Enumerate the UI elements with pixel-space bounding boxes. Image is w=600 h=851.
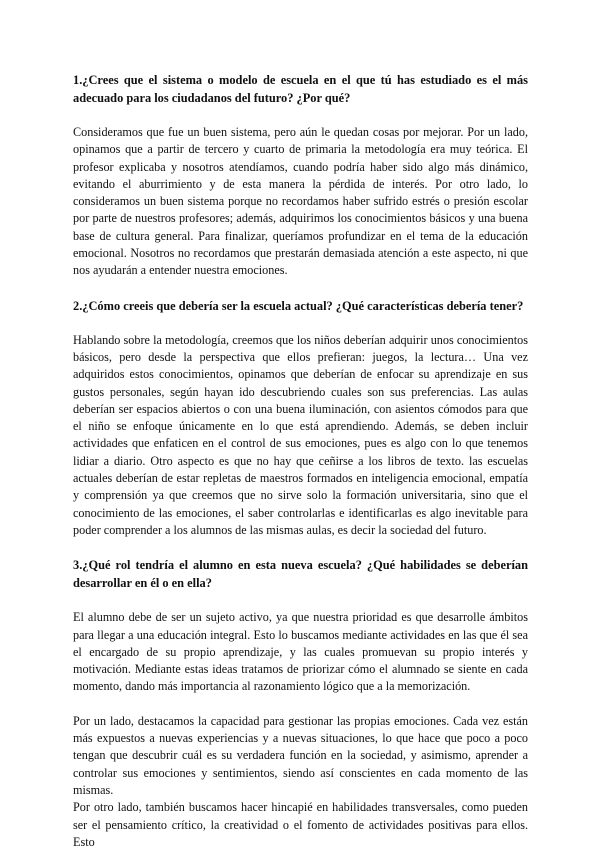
answer-1-paragraph: Consideramos que fue un buen sistema, pero aún le quedan cosas por mejorar. Por un lado, opinamos que a partir de tercero y cuarto de primaria la metodología era muy teórica. El profesor explicaba y nosotros atendíamos, cuando podría haber sido algo más dinámico, evitando el aburrimiento y de esta manera la pérdida de interés. Por otro lado, lo consideramos un buen sistema porque no recordamos haber sufrido estrés o presión escolar por parte de nuestros profesores; además, adquirimos los conocimientos básicos y una buena base de cultura general. Para finalizar, queríamos profundizar en el tema de la educación emocional. Nosotros no recordamos que prestarán demasiada atención a este aspecto, ni que nos ayudarán a entender nuestra emociones. — [73, 125, 528, 278]
question-1-title: 1.¿Crees que el sistema o modelo de escuela en el que tú has estudiado es el más adecuado para los ciudadanos del futuro? ¿Por qué? — [73, 73, 528, 105]
answer-3-paragraph-1: El alumno debe de ser un sujeto activo, ya que nuestra prioridad es que desarrolle ámbitos para llegar a una educación integral. Esto lo buscamos mediante actividades en las que él sea el encargado de su propio aprendizaje, y las cuales promuevan su propio interés y motivación. Mediante estas ideas tratamos de priorizar cómo el alumnado se siente en cada momento, dando más importancia al razonamiento lógico que a la memorización. — [73, 610, 528, 694]
question-3-title: 3.¿Qué rol tendría el alumno en esta nueva escuela? ¿Qué habilidades se deberían desarrollar en él o en ella? — [73, 558, 528, 591]
answer-3-paragraph-2: Por un lado, destacamos la capacidad para gestionar las propias emociones. Cada vez están más expuestos a nuevas experiencias y a nuevas situaciones, lo que hace que poco a poco tengan que descubrir cuál es su verdadera función en la sociedad, y asimismo, aprender a controlar sus emociones y sentimientos, siendo así conscientes en cada momento de las mismas. — [73, 713, 528, 797]
answer-3-paragraph-3: Por otro lado, también buscamos hacer hincapié en habilidades transversales, como pueden ser el pensamiento crítico, la creatividad o el fomento de actividades positivas para ellos. Esto — [73, 800, 528, 849]
answer-2-paragraph: Hablando sobre la metodología, creemos que los niños deberían adquirir unos conocimientos básicos, pero desde la perspectiva que ellos prefieran: juegos, la lectura… Una vez adquiridos estos conocimientos, opinamos que deberían de enfocar su aprendizaje en sus gustos personales, según hayan ido descubriendo cuales son sus preferencias. Las aulas deberían ser espacios abiertos o con una buena iluminación, con asientos cómodos para que el niño se enfoque únicamente en lo que está aprendiendo. Además, se deben incluir actividades que enfaticen en el control de sus emociones, pues es algo con lo que tenemos lidiar a diario. Otro aspecto es que no hay que ceñirse a los libros de texto. las escuelas actuales deberían de estar repletas de maestros formados en inteligencia emocional, empatía y comprensión ya que creemos que no sirve solo la formación universitaria, sino que el conocimiento de las emociones, el saber controlarlas e identificarlas es algo inevitable para poder comprender a los alumnos de las mismas aulas, es decir la sociedad del futuro. — [73, 332, 528, 537]
question-2-title: 2.¿Cómo creeis que debería ser la escuela actual? ¿Qué características debería tener? — [73, 298, 524, 313]
document-page — [73, 71, 528, 851]
